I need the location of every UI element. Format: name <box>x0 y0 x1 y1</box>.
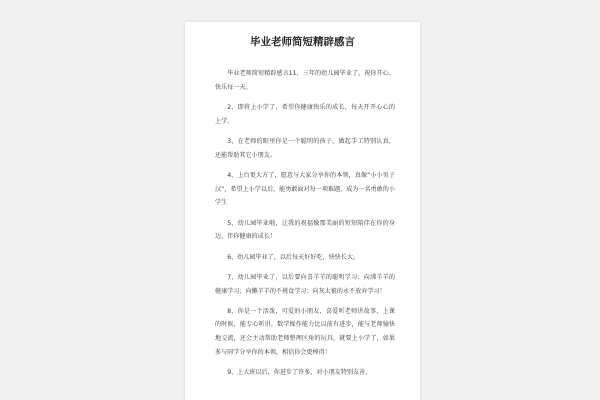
paragraph: 7、幼儿园毕业了，以后要向喜羊羊的聪明学习；向沸羊羊的健康学习；向懒羊羊的不挑食学习；向灰太狼的永不放弃学习！ <box>215 273 395 295</box>
paragraph: 毕业老师简短精辟感言11、三年的幼儿园毕业了，祝你开心、快乐每一天。 <box>215 70 395 91</box>
paragraph: 6、幼儿园毕业了，以后每天好好吃，快快长大。 <box>227 253 360 261</box>
document-title: 毕业老师简短精辟感言 <box>250 36 355 48</box>
document-body <box>215 67 395 386</box>
paragraph: 5、幼儿园毕业啦，让我的祝福像那美丽的短短陪伴在你的身边，伴你健康的成长！ <box>215 219 395 241</box>
paragraph: 3、在老师的眼里你是一个聪明的孩子，做起手工特别认真，还能帮助其它小朋友。 <box>215 137 395 159</box>
paragraph: 9、上大班以后，你进步了许多，对小朋友特别友善， <box>227 369 372 377</box>
paragraph: 4、上台更大方了，愿意与大家分享你的本领，真像“小小男子汉”，希望上小学以后，能勇敢面对每一项难题，成为一名勇敢的小学生 <box>215 171 395 207</box>
paragraph: 2、即将上小学了，希望你健康快乐的成长，每天开开心心的上学。 <box>215 103 395 125</box>
paragraph: 8、你是一个活泼，可爱的小朋友，喜爱听老师讲故事，上课的时候，能专心听讲，数学操作能力比以前有进步，能与老师愉快地交流，还会主动帮助老师整理区角的玩具，就要上小学了，如果多与同学分享你的本领，相信你会更棒得！ <box>215 307 395 356</box>
document-page <box>185 22 420 400</box>
